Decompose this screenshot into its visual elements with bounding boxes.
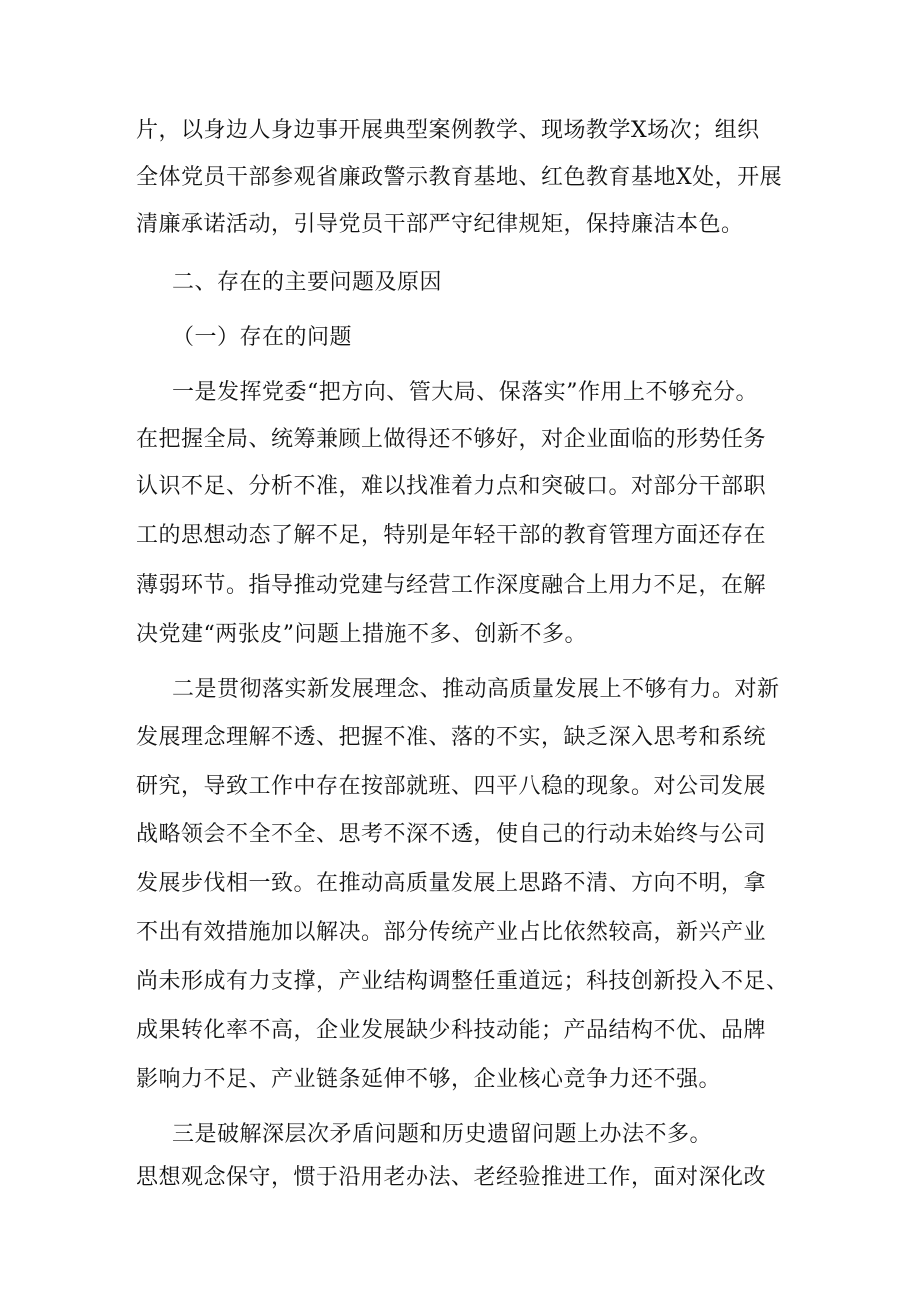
text-line: 三是破解深层次矛盾问题和历史遗留问题上办法不多。 [172, 1122, 713, 1147]
text-line: 工的思想动态了解不足，特别是年轻干部的教育管理方面还存在 [136, 523, 767, 548]
section-heading: 二、存在的主要问题及原因 [172, 270, 443, 295]
text-line: 成果转化率不高，企业发展缺少科技动能；产品结构不优、品牌 [136, 1018, 767, 1043]
text-line: 决党建“两张皮”问题上措施不多、创新不多。 [136, 622, 587, 647]
text-line: 二是贯彻落实新发展理念、推动高质量发展上不够有力。对新 [172, 677, 780, 702]
text-line: 研究，导致工作中存在按部就班、四平八稳的现象。对公司发展 [136, 774, 767, 799]
text-line: 认识不足、分析不准，难以找准着力点和突破口。对部分干部职 [136, 474, 767, 499]
text-line: 思想观念保守，惯于沿用老办法、老经验推进工作，面对深化改 [136, 1165, 767, 1190]
text-line: 战略领会不全不全、思考不深不透，使自己的行动未始终与公司 [136, 822, 767, 847]
text-line: 一是发挥党委“把方向、管大局、保落实”作用上不够充分。 [172, 380, 758, 405]
text-line: 影响力不足、产业链条延伸不够，企业核心竞争力还不强。 [136, 1067, 722, 1092]
subsection-heading: （一）存在的问题 [172, 325, 353, 350]
text-line: 薄弱环节。指导推动党建与经营工作深度融合上用力不足，在解 [136, 573, 767, 598]
text-line: 尚未形成有力支撑，产业结构调整任重道远；科技创新投入不足、 [136, 969, 789, 994]
text-line: 发展理念理解不透、把握不准、落的不实，缺乏深入思考和系统 [136, 725, 767, 750]
text-line: 在把握全局、统筹兼顾上做得还不够好，对企业面临的形势任务 [136, 427, 767, 452]
text-line: 发展步伐相一致。在推动高质量发展上思路不清、方向不明，拿 [136, 871, 767, 896]
text-line: 清廉承诺活动，引导党员干部严守纪律规矩，保持廉洁本色。 [136, 212, 744, 237]
text-line: 不出有效措施加以解决。部分传统产业占比依然较高，新兴产业 [136, 920, 767, 945]
text-line: 片，以身边人身边事开展典型案例教学、现场教学X场次；组织 [136, 118, 760, 143]
text-line: 全体党员干部参观省廉政警示教育基地、红色教育基地X处，开展 [136, 165, 783, 190]
